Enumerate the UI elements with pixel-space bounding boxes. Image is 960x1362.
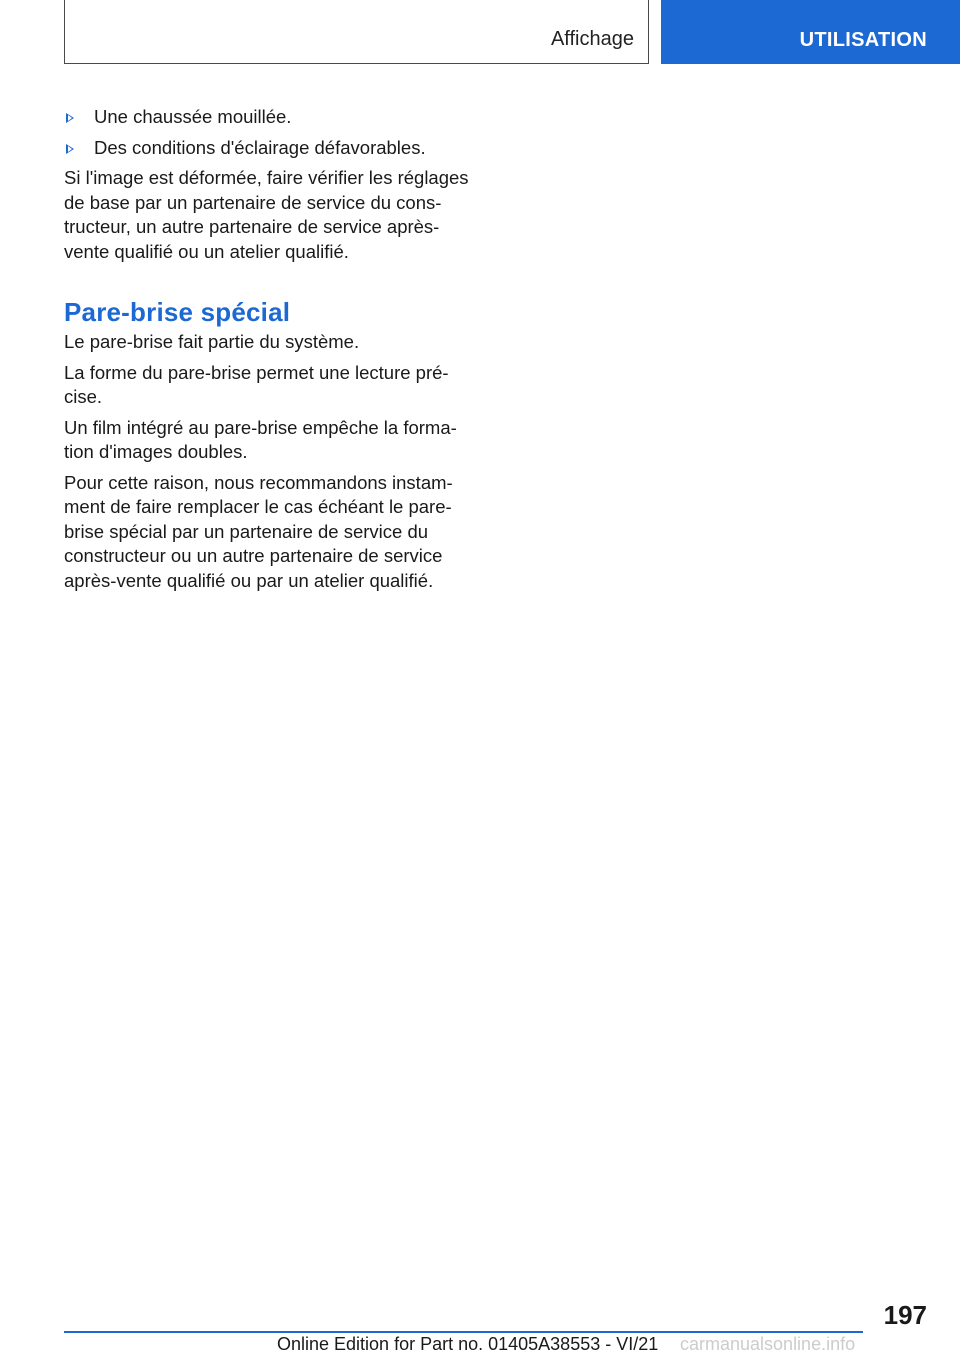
header-chapter-tab bbox=[661, 0, 960, 64]
section-paragraph: Pour cette raison, nous recommandons instam‐ ment de faire remplacer le cas échéant le pare- brise spécial par un partenaire de service du constructeur ou un autre partenaire de service après-vente qualifié ou par un atelier qualifié. bbox=[64, 471, 453, 591]
triangle-bullet-icon bbox=[66, 113, 74, 123]
page-number: 197 bbox=[883, 1300, 927, 1330]
section-paragraph: La forme du pare-brise permet une lecture pré‐ cise. bbox=[64, 361, 449, 407]
header-section-title: Affichage bbox=[550, 28, 634, 50]
bullet-text: Une chaussée mouillée. bbox=[94, 106, 292, 127]
section-paragraph: Un film intégré au pare-brise empêche la forma‐ tion d'images doubles. bbox=[64, 416, 457, 462]
triangle-bullet-icon bbox=[66, 144, 74, 154]
bullet-text: Des conditions d'éclairage défavorables. bbox=[94, 137, 426, 158]
footer-edition-text: Online Edition for Part no. 01405A38553 - VI/21 bbox=[277, 1334, 659, 1354]
header-chapter-title: UTILISATION bbox=[799, 29, 927, 51]
section-paragraph: Le pare-brise fait partie du système. bbox=[64, 331, 360, 352]
footer-divider bbox=[64, 1331, 863, 1333]
main-content bbox=[64, 104, 484, 599]
section-heading: Pare-brise spécial bbox=[64, 297, 291, 327]
footer-watermark: carmanualsonline.info bbox=[680, 1334, 856, 1354]
bullet-item bbox=[64, 104, 484, 129]
intro-paragraph: Si l'image est déformée, faire vérifier les réglages de base par un partenaire de service du cons‐ tructeur, un autre partenaire de service après- vente qualifié ou un atelier qualifié. bbox=[64, 167, 469, 262]
header-section-box bbox=[64, 0, 649, 64]
bullet-item bbox=[64, 135, 484, 160]
